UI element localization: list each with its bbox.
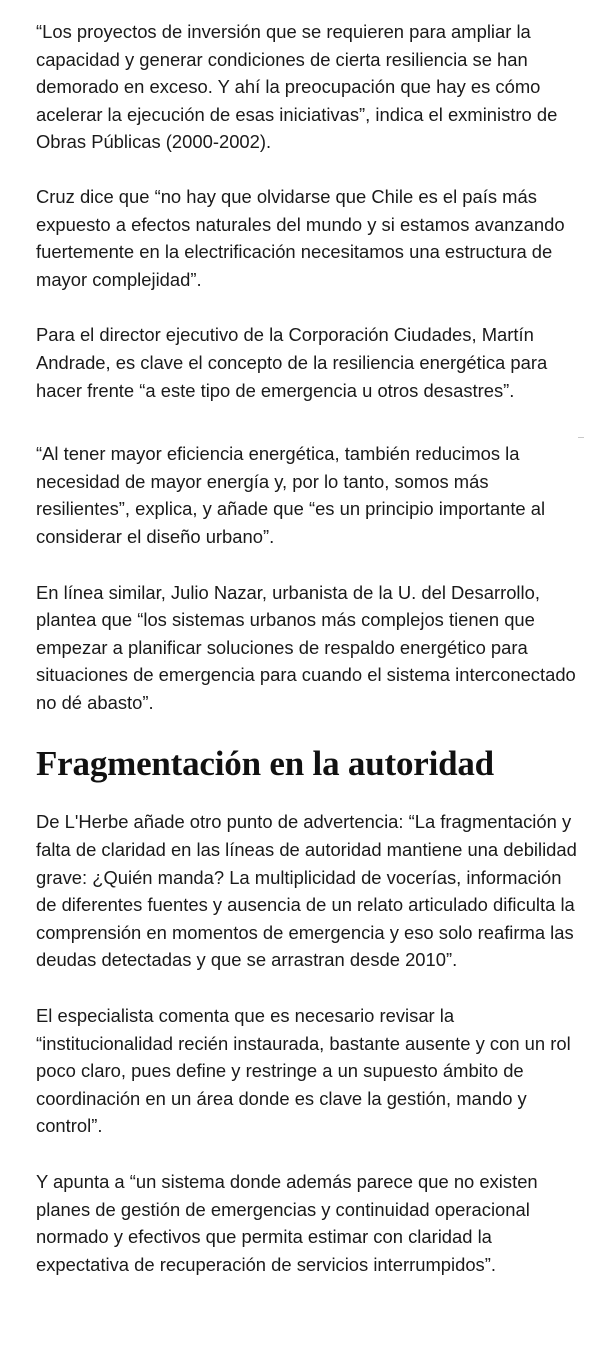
paragraph-lherbe-quote: De L'Herbe añade otro punto de advertencia: “La fragmentación y falta de claridad en las líneas de autoridad mantiene una debilidad grave: ¿Quién manda? La multiplicidad de vocerías, información de diferentes fuentes y ausencia de un relato articulado dificulta la comprensión en momentos de emergencia y eso solo reafirma las deudas detectadas y que se arrastran desde 2010”. — [36, 811, 577, 971]
section-heading: Fragmentación en la autoridad — [36, 744, 494, 784]
paragraph-inversion-quote: “Los proyectos de inversión que se requieren para ampliar la capacidad y generar condiciones de cierta resiliencia se han demorado en exceso. Y ahí la preocupación que hay es cómo acelerar la ejecución de esas iniciativas”, indica el exministro de Obras Públicas (2000-2002). — [36, 21, 558, 153]
divider-mark — [578, 437, 584, 438]
article-body — [36, 18, 586, 1306]
paragraph-cruz-quote: Cruz dice que “no hay que olvidarse que Chile es el país más expuesto a efectos naturales del mundo y si estamos avanzando fuertemente en la electrificación necesitamos una estructura de mayor complejidad”. — [36, 185, 565, 290]
paragraph-institucionalidad: El especialista comenta que es necesario revisar la “institucionalidad recién instaurada, bastante ausente y con un rol poco claro, pues define y restringe a un supuesto ámbito de coordinación en un área donde es clave la gestión, mando y control”. — [36, 1005, 571, 1137]
paragraph-sistema-quote: Y apunta a “un sistema donde además parece que no existen planes de gestión de emergencias y continuidad operacional normado y efectivos que permita estimar con claridad la expectativa de recuperación de servicios interrumpidos”. — [36, 1171, 538, 1275]
paragraph-nazar-quote: En línea similar, Julio Nazar, urbanista de la U. del Desarrollo, plantea que “los sistemas urbanos más complejos tienen que empezar a planificar soluciones de respaldo energético para situaciones de emergencia para cuando el sistema interconectado no dé abasto”. — [36, 581, 576, 713]
paragraph-eficiencia-quote: “Al tener mayor eficiencia energética, también reducimos la necesidad de mayor energía y, por lo tanto, somos más resilientes”, explica, y añade que “es un principio importante al considerar el diseño urbano”. — [36, 443, 546, 547]
paragraph-andrade-intro: Para el director ejecutivo de la Corporación Ciudades, Martín Andrade, es clave el concepto de la resiliencia energética para hacer frente “a este tipo de emergencia u otros desastres”. — [36, 324, 548, 401]
